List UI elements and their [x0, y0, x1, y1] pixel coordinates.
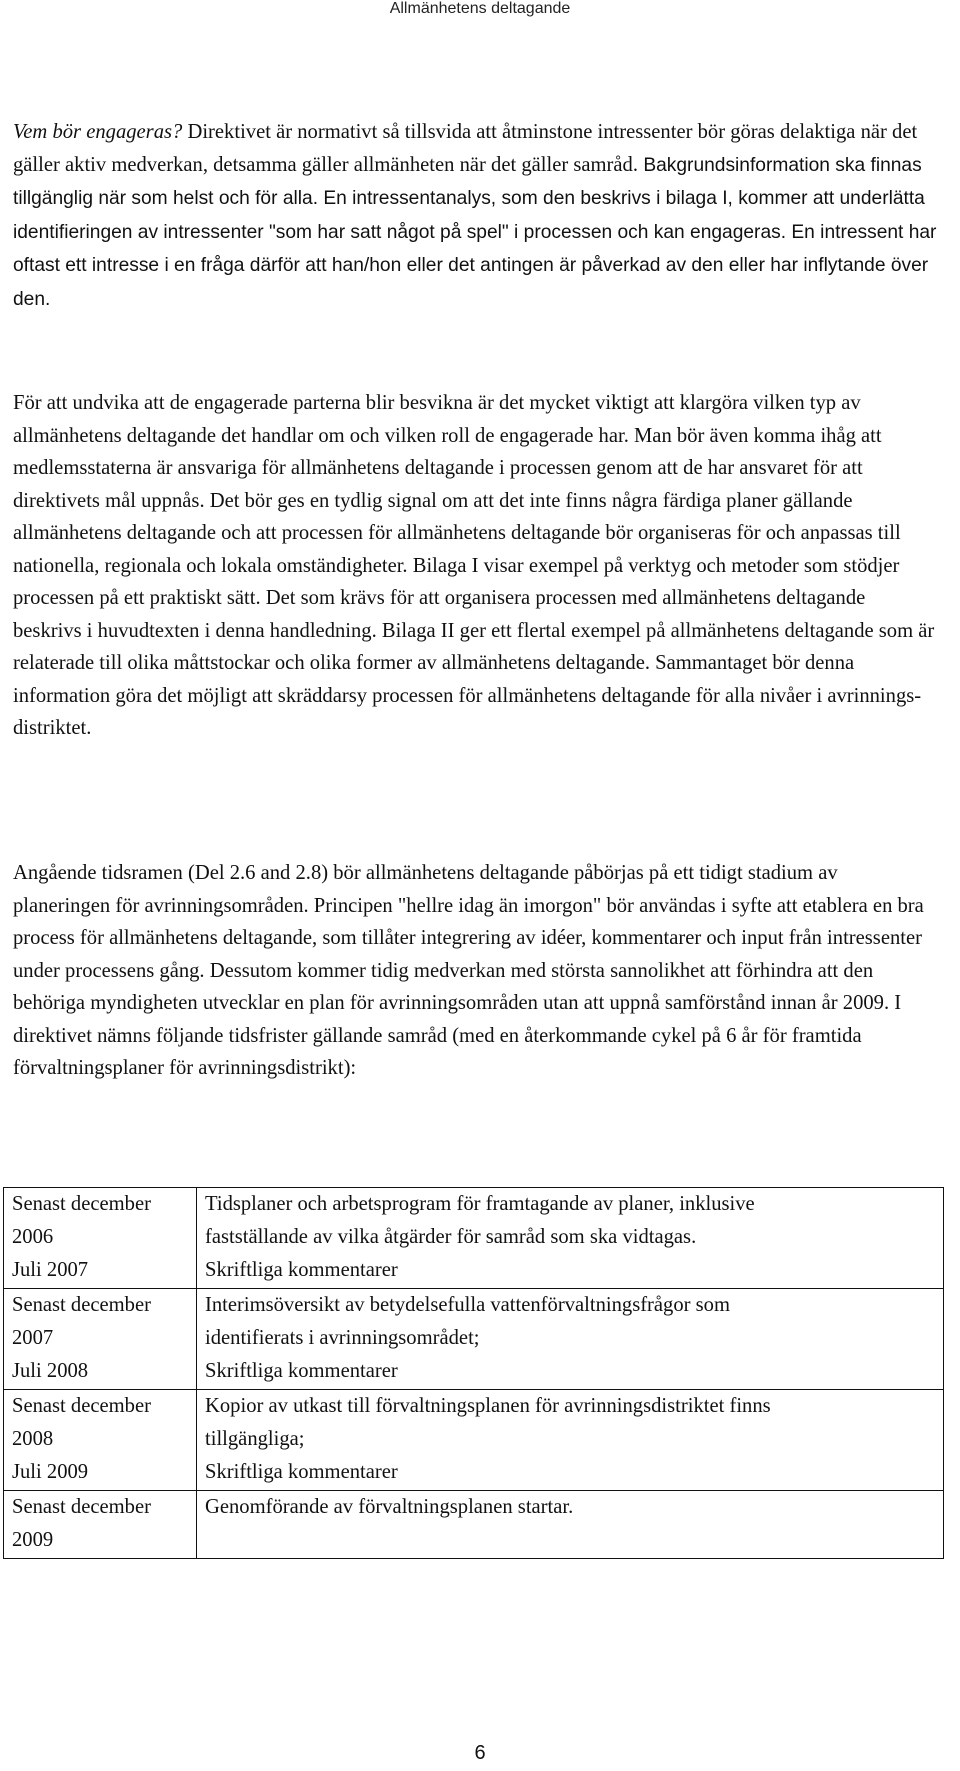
paragraph-who-to-engage: [13, 116, 938, 316]
date-line: Senast december: [12, 1193, 151, 1215]
date-line: 2009: [12, 1529, 54, 1551]
paragraph-clarify-roles: För att undvika att de engagerade parterna blir besvikna är det mycket viktigt att klargöra vilken typ av allmänhetens deltagande det handlar om och vilken roll de engagerade har. Man bör även komma ihåg att medlemsstaterna är ansvariga för allmänhetens deltagande i processen genom att de har ansvaret för att direktivets mål uppnås. Det bör ges en tydlig signal om att det inte finns några färdiga planer gällande allmänhetens deltagande och att processen för allmänhetens deltagande bör organiseras för och anpassas till nationella, regionala och lokala omständigheter. Bilaga I visar exempel på verktyg och metoder som stödjer processen på ett praktiskt sätt. Det som krävs för att organisera processen med allmänhetens deltagande beskrivs i huvudtexten i denna handledning. Bilaga II ger ett flertal exempel på allmänhetens deltagande som är relaterade till olika måttstockar och olika former av allmänhetens deltagande. Sammantaget bör denna information göra det möjligt att skräddarsy processen för allmänhetens deltagande för alla nivåer i avrinnings-distriktet.: [13, 392, 935, 739]
lead-question: Vem bör engageras?: [13, 121, 183, 143]
paragraph-sans-text: Bakgrundsinformation ska finnas tillgänglig när som helst och för alla. En intressentanalys, som den beskrivs i bilaga I, kommer att underlätta identifieringen av intressenter "som har satt något på spel" i processen och kan engageras. En intressent har oftast ett intresse i en fråga därför att han/hon eller det antingen är påverkad av den eller har inflytande över den.: [13, 154, 937, 310]
description-line: Kopior av utkast till förvaltningsplanen för avrinningsdistriktet finns: [205, 1395, 771, 1417]
description-line: Tidsplaner och arbetsprogram för framtagande av planer, inklusive: [205, 1193, 755, 1215]
description-line: Genomförande av förvaltningsplanen startar.: [205, 1496, 574, 1518]
description-line: tillgängliga;: [205, 1428, 305, 1450]
deadline-date-cell: [4, 1188, 197, 1289]
table-row: [4, 1390, 944, 1491]
deadline-description-cell: [197, 1491, 944, 1559]
deadline-description-cell: [197, 1390, 944, 1491]
running-header: Allmänhetens deltagande: [389, 0, 571, 17]
deadlines-table: [3, 1187, 944, 1559]
description-line: Skriftliga kommentarer: [205, 1259, 398, 1281]
date-line: Juli 2008: [12, 1360, 89, 1382]
table-row: [4, 1491, 944, 1559]
date-line: Juli 2007: [12, 1259, 89, 1281]
description-line: Skriftliga kommentarer: [205, 1360, 398, 1382]
deadline-date-cell: [4, 1390, 197, 1491]
deadline-date-cell: [4, 1289, 197, 1390]
deadline-date-cell: [4, 1491, 197, 1559]
description-line: fastställande av vilka åtgärder för samråd som ska vidtagas.: [205, 1226, 697, 1248]
table-row: [4, 1188, 944, 1289]
date-line: Juli 2009: [12, 1461, 89, 1483]
description-line: Skriftliga kommentarer: [205, 1461, 398, 1483]
date-line: 2008: [12, 1428, 54, 1450]
date-line: 2007: [12, 1327, 54, 1349]
page-number: 6: [474, 1742, 486, 1764]
date-line: Senast december: [12, 1294, 151, 1316]
paragraph-timeframe: Angående tidsramen (Del 2.6 and 2.8) bör allmänhetens deltagande påbörjas på ett tidigt stadium av planeringen för avrinningsområden. Principen "hellre idag än imorgon" bör användas i syfte att etablera en bra process för allmänhetens deltagande, som tillåter integrering av idéer, kommentarer och input från intressenter under processens gång. Dessutom kommer tidig medverkan med största sannolikhet att förhindra att den behöriga myndigheten utvecklar en plan för avrinningsområden utan att uppnå samförstånd innan år 2009. I direktivet nämns följande tidsfrister gällande samråd (med en återkommande cykel på 6 år för framtida förvaltningsplaner för avrinningsdistrikt):: [13, 862, 924, 1079]
description-line: identifierats i avrinningsområdet;: [205, 1327, 480, 1349]
date-line: Senast december: [12, 1496, 151, 1518]
deadline-description-cell: [197, 1289, 944, 1390]
date-line: 2006: [12, 1226, 54, 1248]
date-line: Senast december: [12, 1395, 151, 1417]
paragraph-serif-text: Direktivet är normativt så tillsvida att åtminstone intressenter bör göras delaktiga när det gäller aktiv medverkan, detsamma gäller allmänheten när det gäller samråd.: [13, 121, 918, 176]
table-row: [4, 1289, 944, 1390]
description-line: Interimsöversikt av betydelsefulla vattenförvaltningsfrågor som: [205, 1294, 730, 1316]
deadline-description-cell: [197, 1188, 944, 1289]
